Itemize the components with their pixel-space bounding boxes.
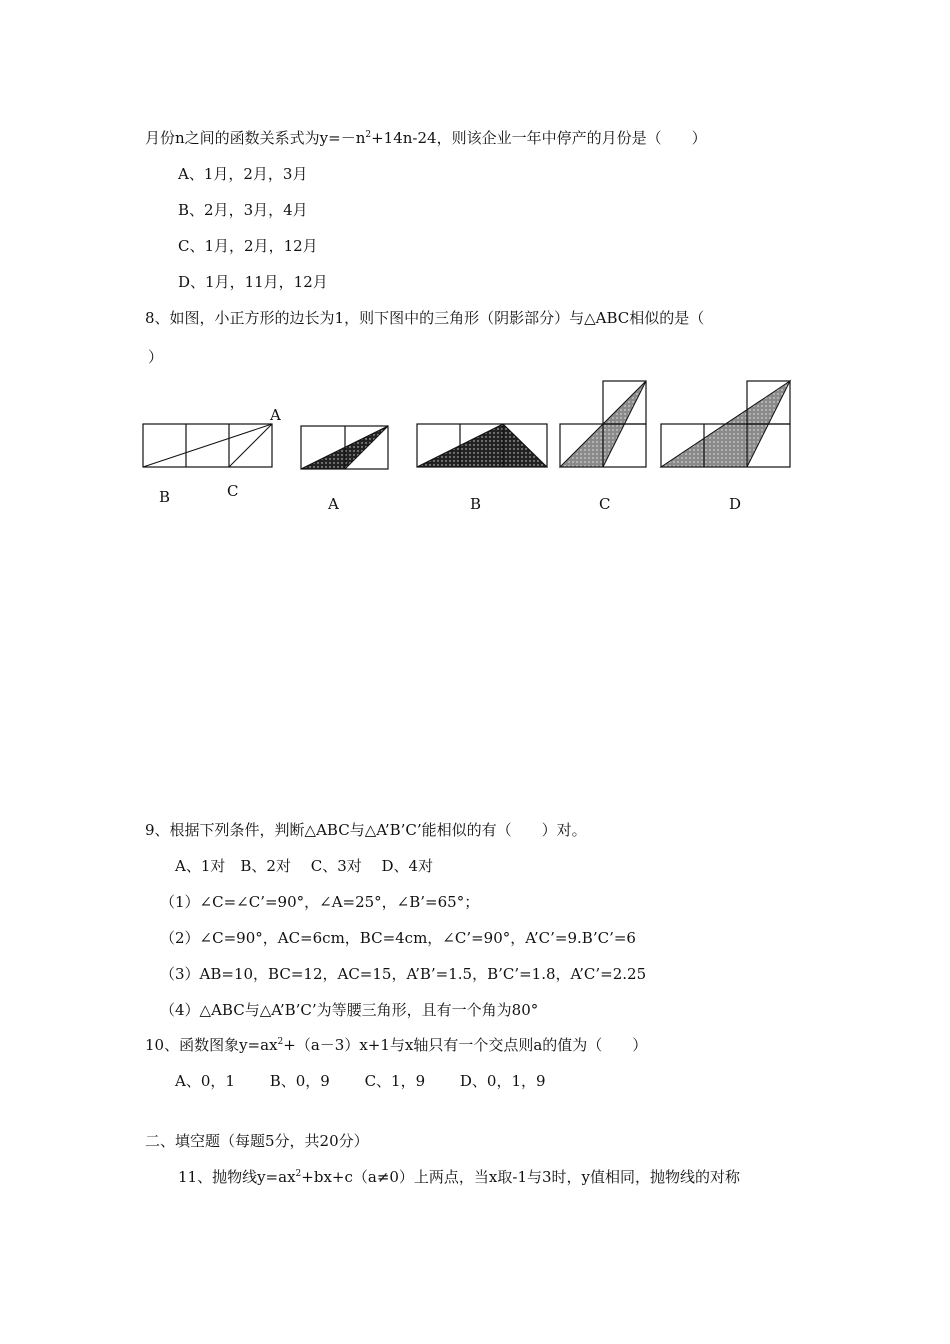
- q8-reference-figure: [142, 423, 274, 469]
- q9-condition-2: （2）∠C=90°，AC=6cm，BC=4cm，∠C’=90°，A’C’=9.B’C’=6: [160, 929, 636, 947]
- q7-option-a: A、1月，2月，3月: [178, 165, 308, 183]
- q10-options: A、0，1 B、0，9 C、1，9 D、0，1，9: [175, 1072, 546, 1090]
- q8-option-a-figure: [300, 425, 390, 471]
- ref-label-b: B: [159, 488, 171, 506]
- q11-stem-text-rest: +bx+c（a≠0）上两点，当x取-1与3时，y值相同，抛物线的对称: [301, 1168, 741, 1186]
- ref-side-ca: [229, 424, 272, 467]
- q9-options: A、1对 B、2对 C、3对 D、4对: [175, 857, 434, 875]
- q7-stem-text-rest: +14n-24，则该企业一年中停产的月份是（ ）: [371, 129, 707, 147]
- option-d-label: D: [729, 495, 742, 513]
- q7-stem: [145, 128, 707, 148]
- q10-stem-text: 10、函数图象y=ax: [145, 1036, 278, 1054]
- q8-stem-line1: 8、如图，小正方形的边长为1，则下图中的三角形（阴影部分）与△ABC相似的是（: [145, 309, 705, 327]
- q7-stem-text: 月份n之间的函数关系式为y=－n: [145, 129, 366, 147]
- q10-stem: [145, 1035, 647, 1055]
- q10-stem-text-rest: +（a－3）x+1与x轴只有一个交点则a的值为（ ）: [283, 1036, 648, 1054]
- q8-stem-line2: ）: [148, 348, 164, 366]
- q7-option-b: B、2月，3月，4月: [178, 201, 308, 219]
- q8-option-b-figure: [416, 423, 549, 469]
- option-b-label: B: [470, 495, 482, 513]
- section-2-title: 二、填空题（每题5分，共20分）: [145, 1132, 369, 1150]
- q9-condition-3: （3）AB=10，BC=12，AC=15，A’B’=1.5，B’C’=1.8，A’C’=2.25: [160, 965, 647, 983]
- q9-condition-4: （4）△ABC与△A’B’C’为等腰三角形，且有一个角为80°: [160, 1001, 539, 1019]
- q11-stem-text: 11、抛物线y=ax: [178, 1168, 296, 1186]
- q11-stem: [178, 1167, 740, 1187]
- option-b-shaded-triangle: [417, 424, 547, 467]
- q9-stem: 9、根据下列条件，判断△ABC与△A’B’C’能相似的有（ ）对。: [145, 821, 587, 839]
- q7-option-d: D、1月，11月，12月: [178, 273, 328, 291]
- q7-option-c: C、1月，2月，12月: [178, 237, 318, 255]
- ref-label-a: A: [270, 406, 281, 424]
- q9-condition-1: （1）∠C=∠C’=90°，∠A=25°，∠B’=65°；: [160, 893, 480, 911]
- q7-superscript: 2: [365, 130, 372, 140]
- q8-option-d-figure: [660, 380, 793, 470]
- q10-superscript: 2: [277, 1037, 284, 1047]
- q8-option-c-figure: [559, 380, 649, 470]
- q11-superscript: 2: [295, 1169, 302, 1179]
- ref-label-c: C: [227, 482, 239, 500]
- ref-side-ba: [143, 424, 272, 467]
- option-c-label: C: [599, 495, 611, 513]
- option-a-label: A: [328, 495, 339, 513]
